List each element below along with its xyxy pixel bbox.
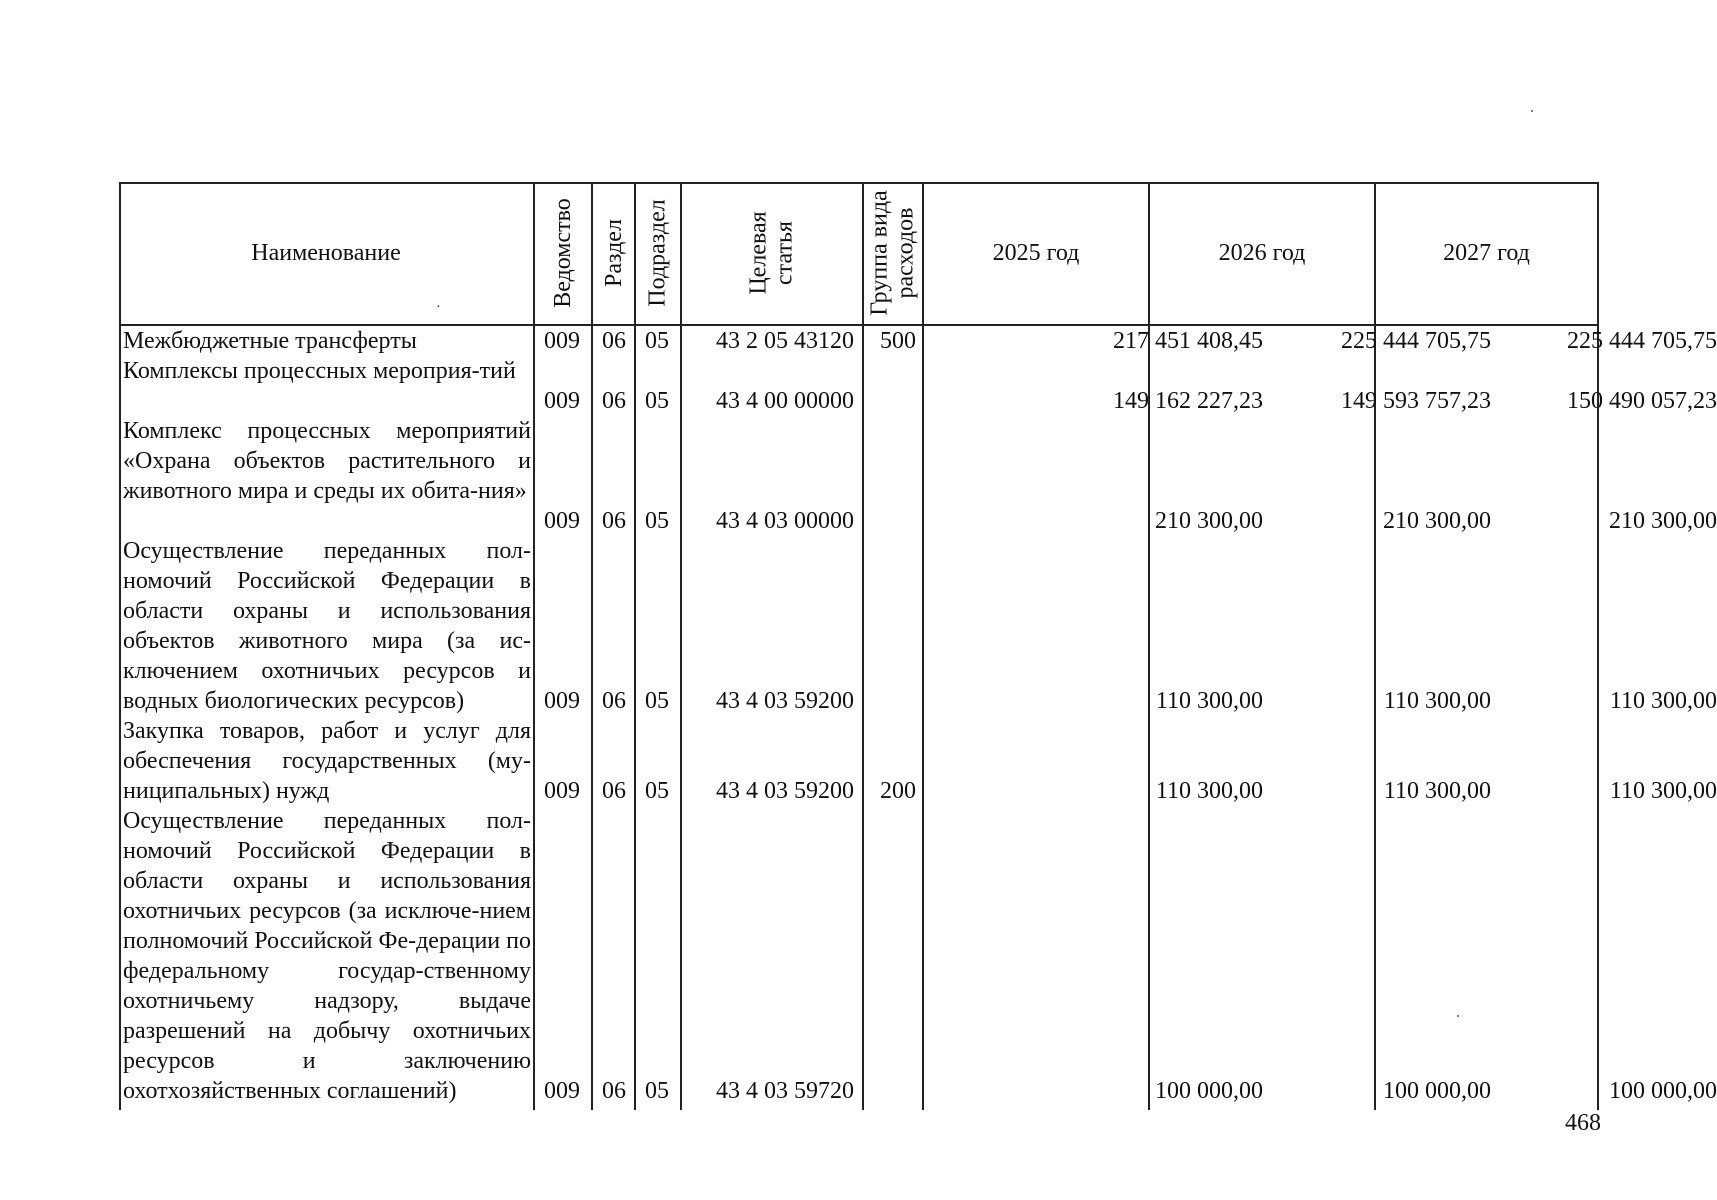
row-department: 009 [544,508,580,534]
row-department: 009 [544,328,580,354]
col-border [1597,182,1599,1110]
row-expense-group: 200 [880,778,916,804]
row-department: 009 [544,778,580,804]
row-value-2025: 210 300,00 [1155,508,1263,534]
row-value-2025: 110 300,00 [1155,688,1263,714]
row-section: 06 [602,688,626,714]
scan-speck [1531,110,1533,112]
row-section: 06 [602,1078,626,1104]
row-value-2027: 100 000,00 [1609,1078,1717,1104]
row-value-2025: 149 162 227,23 [1113,388,1263,414]
header-year-2027: 2027 год [1443,239,1530,266]
header-year-2025: 2025 год [992,239,1080,266]
row-department: 009 [544,688,580,714]
page-number: 468 [1565,1110,1601,1136]
row-value-2025: 217 451 408,45 [1113,328,1263,354]
row-value-2025: 100 000,00 [1155,1078,1263,1104]
row-value-2025: 110 300,00 [1155,778,1263,804]
row-value-2027: 150 490 057,23 [1567,388,1717,414]
row-name: Осуществление переданных пол-номочий Российской Федерации в области охраны и использования объектов животного мира (за ис-ключением охотничьих ресурсов и водных биологических ресурсов) [123,538,531,714]
budget-table [119,182,1717,1110]
row-subsection: 05 [645,688,669,714]
header-section: Раздел [600,219,627,287]
header-name: Наименование [251,239,401,266]
header-target-item: Целевая статья [745,211,798,295]
row-target-item: 43 4 03 59200 [716,688,854,714]
row-value-2027: 110 300,00 [1609,688,1717,714]
row-value-2027: 225 444 705,75 [1567,328,1717,354]
row-value-2027: 210 300,00 [1609,508,1717,534]
row-name: Комплекс процессных мероприятий «Охрана объектов растительного и животного мира и среды их обита-ния» [123,418,531,504]
row-target-item: 43 4 03 59200 [716,778,854,804]
row-target-item: 43 2 05 43120 [716,328,854,354]
row-value-2026: 110 300,00 [1383,688,1491,714]
row-value-2026: 225 444 705,75 [1341,328,1491,354]
row-target-item: 43 4 00 00000 [716,388,854,414]
row-subsection: 05 [645,508,669,534]
header-speck: · [436,300,441,315]
header-year-2026: 2026 год [1218,239,1306,266]
row-name: Закупка товаров, работ и услуг для обеспечения государственных (му-ниципальных) нужд [123,718,531,804]
row-subsection: 05 [645,778,669,804]
header-expense-group: Группа вида расходов [867,190,919,316]
header-subsection: Подраздел [645,199,672,307]
row-target-item: 43 4 03 00000 [716,508,854,534]
row-subsection: 05 [645,1078,669,1104]
row-value-2027: 110 300,00 [1609,778,1717,804]
scan-speck [1457,1015,1459,1017]
row-value-2026: 110 300,00 [1383,778,1491,804]
row-value-2026: 100 000,00 [1383,1078,1491,1104]
row-section: 06 [602,508,626,534]
row-name: Комплексы процессных мероприя-тий [123,358,516,384]
row-name: Межбюджетные трансферты [123,328,417,354]
row-expense-group: 500 [880,328,916,354]
row-subsection: 05 [645,388,669,414]
row-value-2026: 149 593 757,23 [1341,388,1491,414]
row-value-2026: 210 300,00 [1383,508,1491,534]
row-section: 06 [602,388,626,414]
row-subsection: 05 [645,328,669,354]
row-section: 06 [602,328,626,354]
row-department: 009 [544,388,580,414]
row-target-item: 43 4 03 59720 [716,1078,854,1104]
row-name: Осуществление переданных пол-номочий Российской Федерации в области охраны и использования охотничьих ресурсов (за исключе-нием полномочий Российской Фе-дерации по федеральному государ-ственному охотничьему надзору, выдаче разрешений на добычу охотничьих ресурсов и заключению охотхозяйственных соглашений) [123,808,531,1104]
row-department: 009 [544,1078,580,1104]
header-department: Ведомство [550,198,576,308]
row-section: 06 [602,778,626,804]
